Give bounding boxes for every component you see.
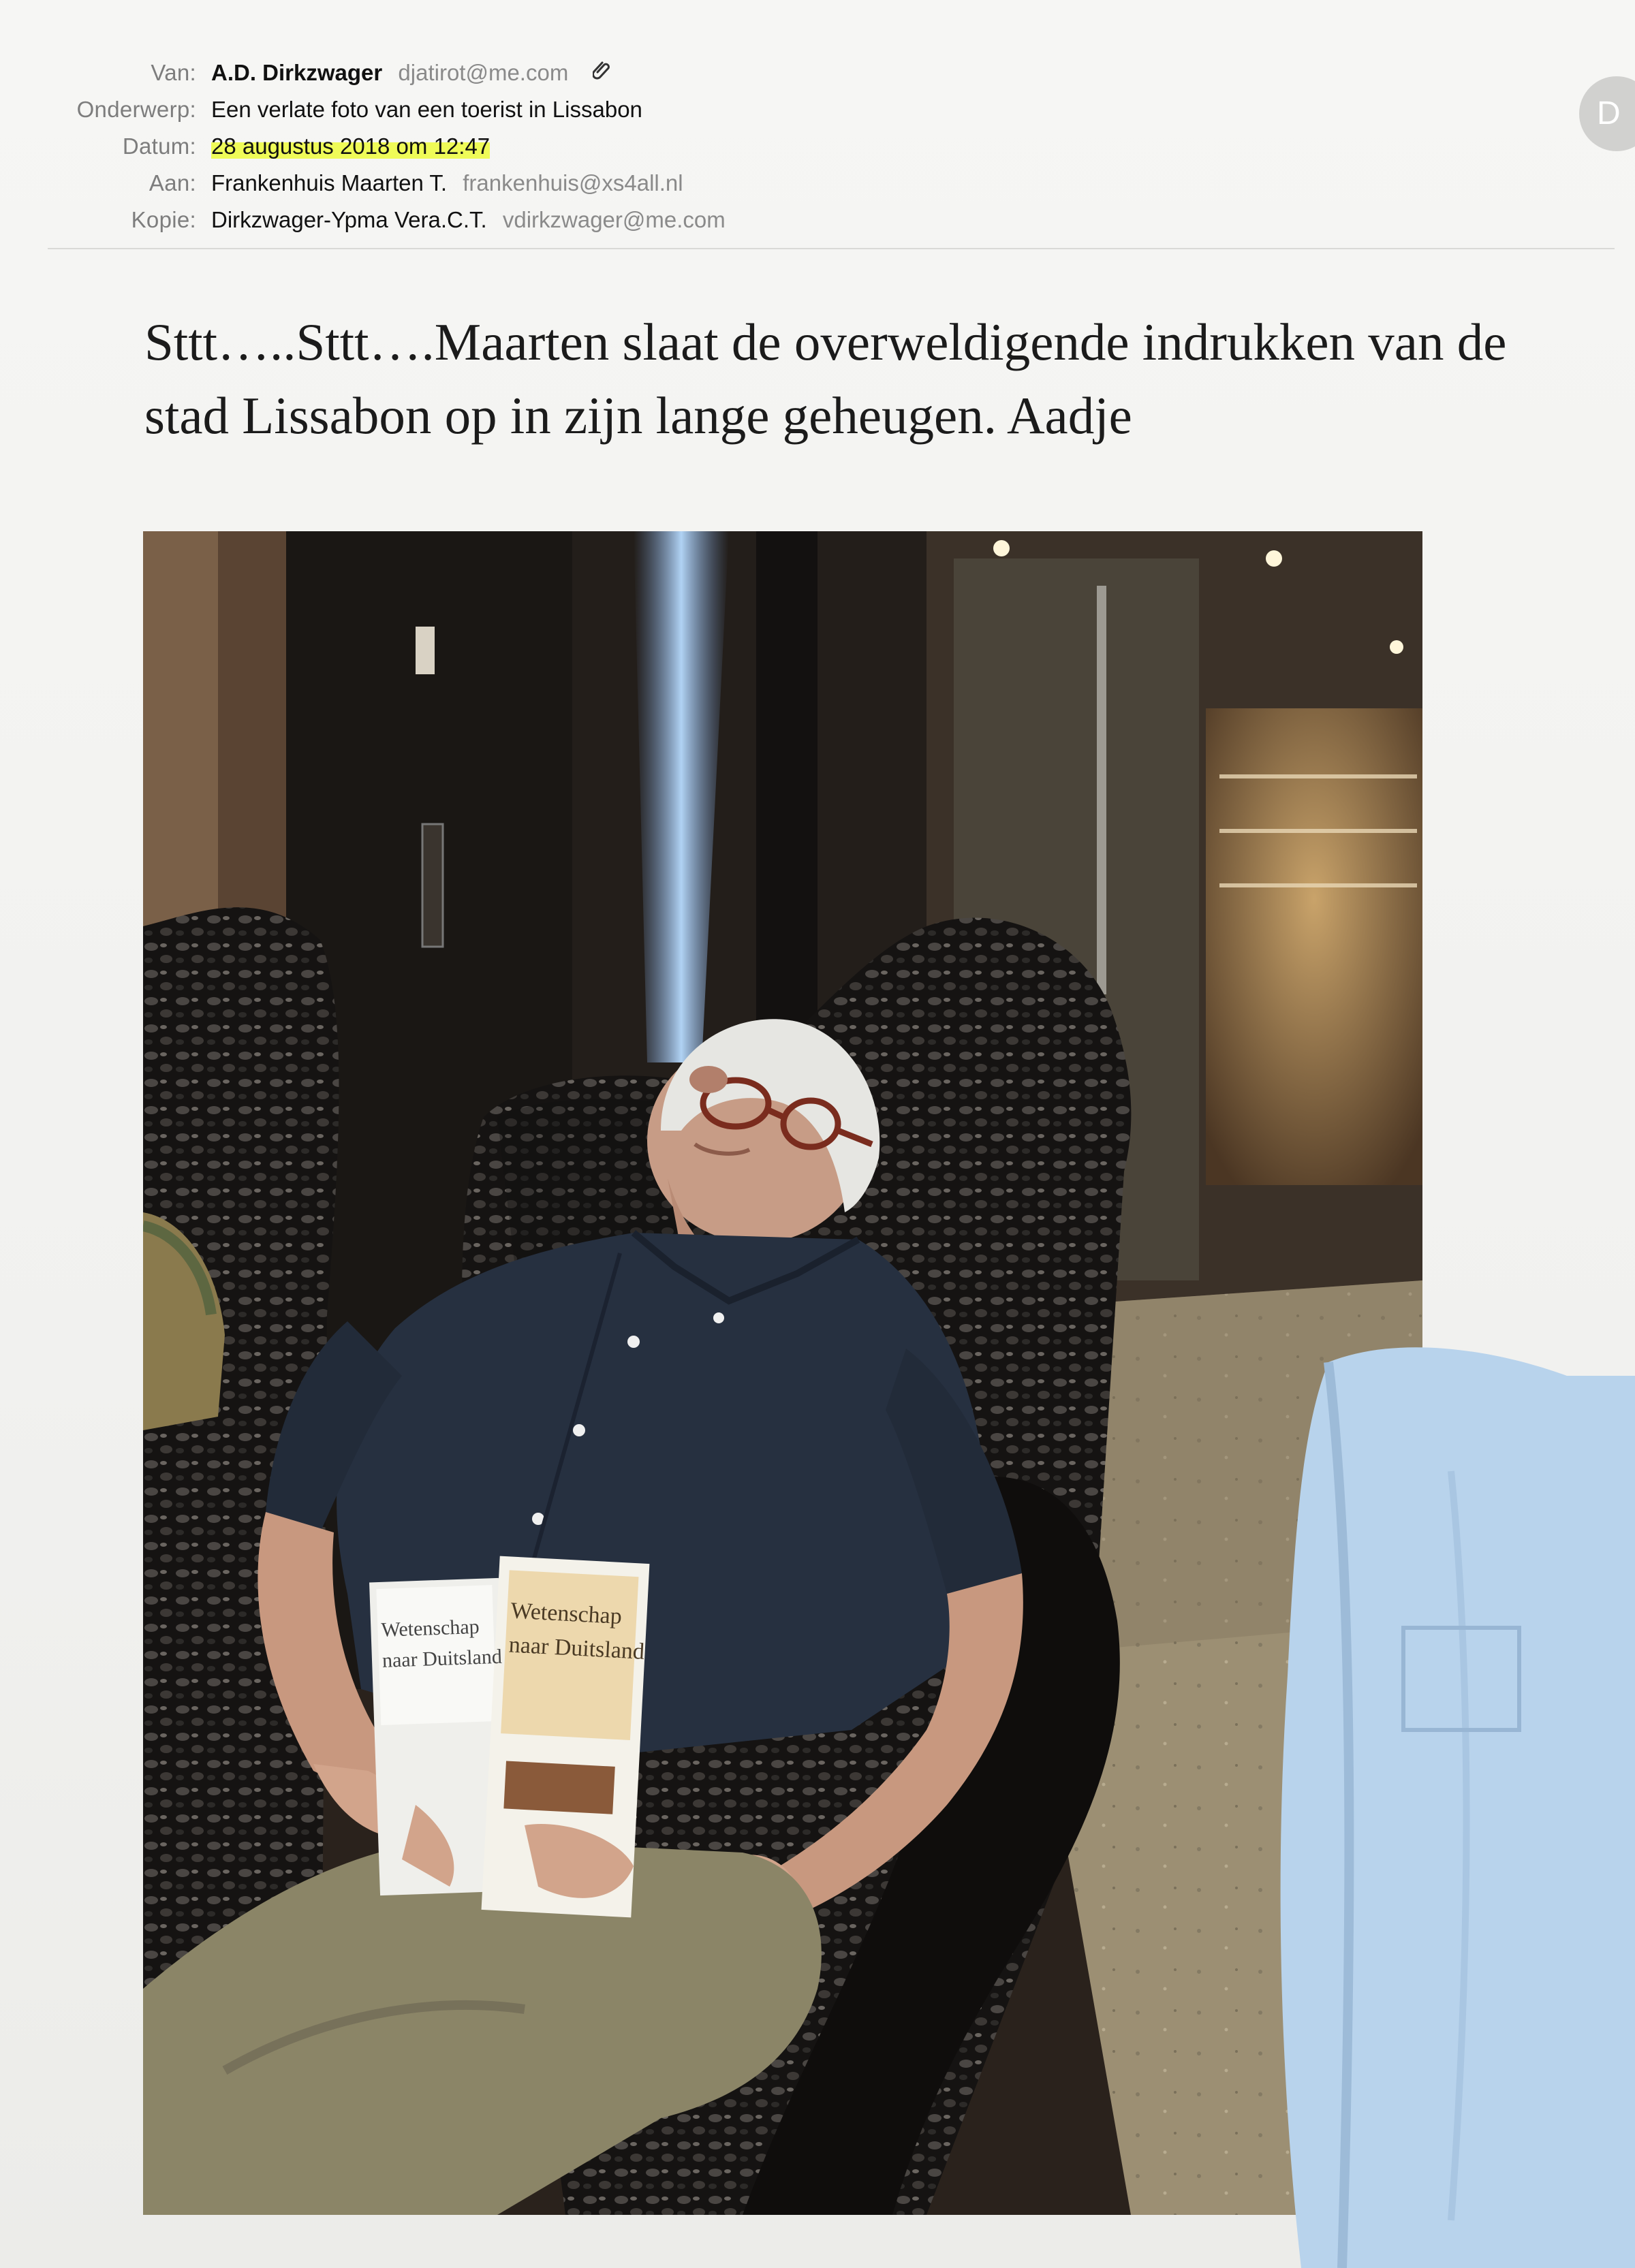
book-1-subtitle: naar Duitsland [382,1645,503,1672]
subject-label: Onderwerp: [76,97,196,122]
sender-name[interactable]: A.D. Dirkzwager [211,60,383,85]
message-line-2: stad Lissabon op in zijn lange geheugen. Aadje [144,386,1132,445]
sender-address[interactable]: djatirot@me.com [398,60,569,85]
recipient-name[interactable]: Frankenhuis Maarten T. [211,170,448,195]
paperclip-icon [593,59,610,86]
cc-address[interactable]: vdirkzwager@me.com [502,207,726,232]
avatar-initial: D [1597,95,1621,131]
to-label: Aan: [149,170,196,195]
subject-value: Een verlate foto van een toerist in Lissabon [211,97,642,122]
photo-illustration [143,531,1422,2215]
blue-shirt-person-right [1247,1335,1635,2268]
photo-man-in-armchair [143,531,1422,2215]
from-row [0,60,954,97]
to-row [0,170,954,207]
recipient-address[interactable]: frankenhuis@xs4all.nl [463,170,683,195]
book-2-subtitle: naar Duitsland [508,1632,645,1665]
date-label: Datum: [122,133,196,159]
date-value-highlighted: 28 augustus 2018 om 12:47 [211,133,490,159]
email-header [0,60,954,244]
cc-label: Kopie: [131,207,196,232]
message-line-1: Sttt…..Sttt….Maarten slaat de overweldigende indrukken van de [144,313,1507,371]
header-divider [48,248,1615,249]
date-row [0,133,954,170]
cc-row [0,207,954,244]
book-1-title: Wetenschap [380,1615,480,1641]
sender-avatar [1579,76,1635,151]
cc-name[interactable]: Dirkzwager-Ypma Vera.C.T. [211,207,487,232]
book-2-title: Wetenschap [510,1598,623,1630]
message-body [144,305,1630,452]
from-label: Van: [151,60,196,85]
subject-row [0,97,954,133]
